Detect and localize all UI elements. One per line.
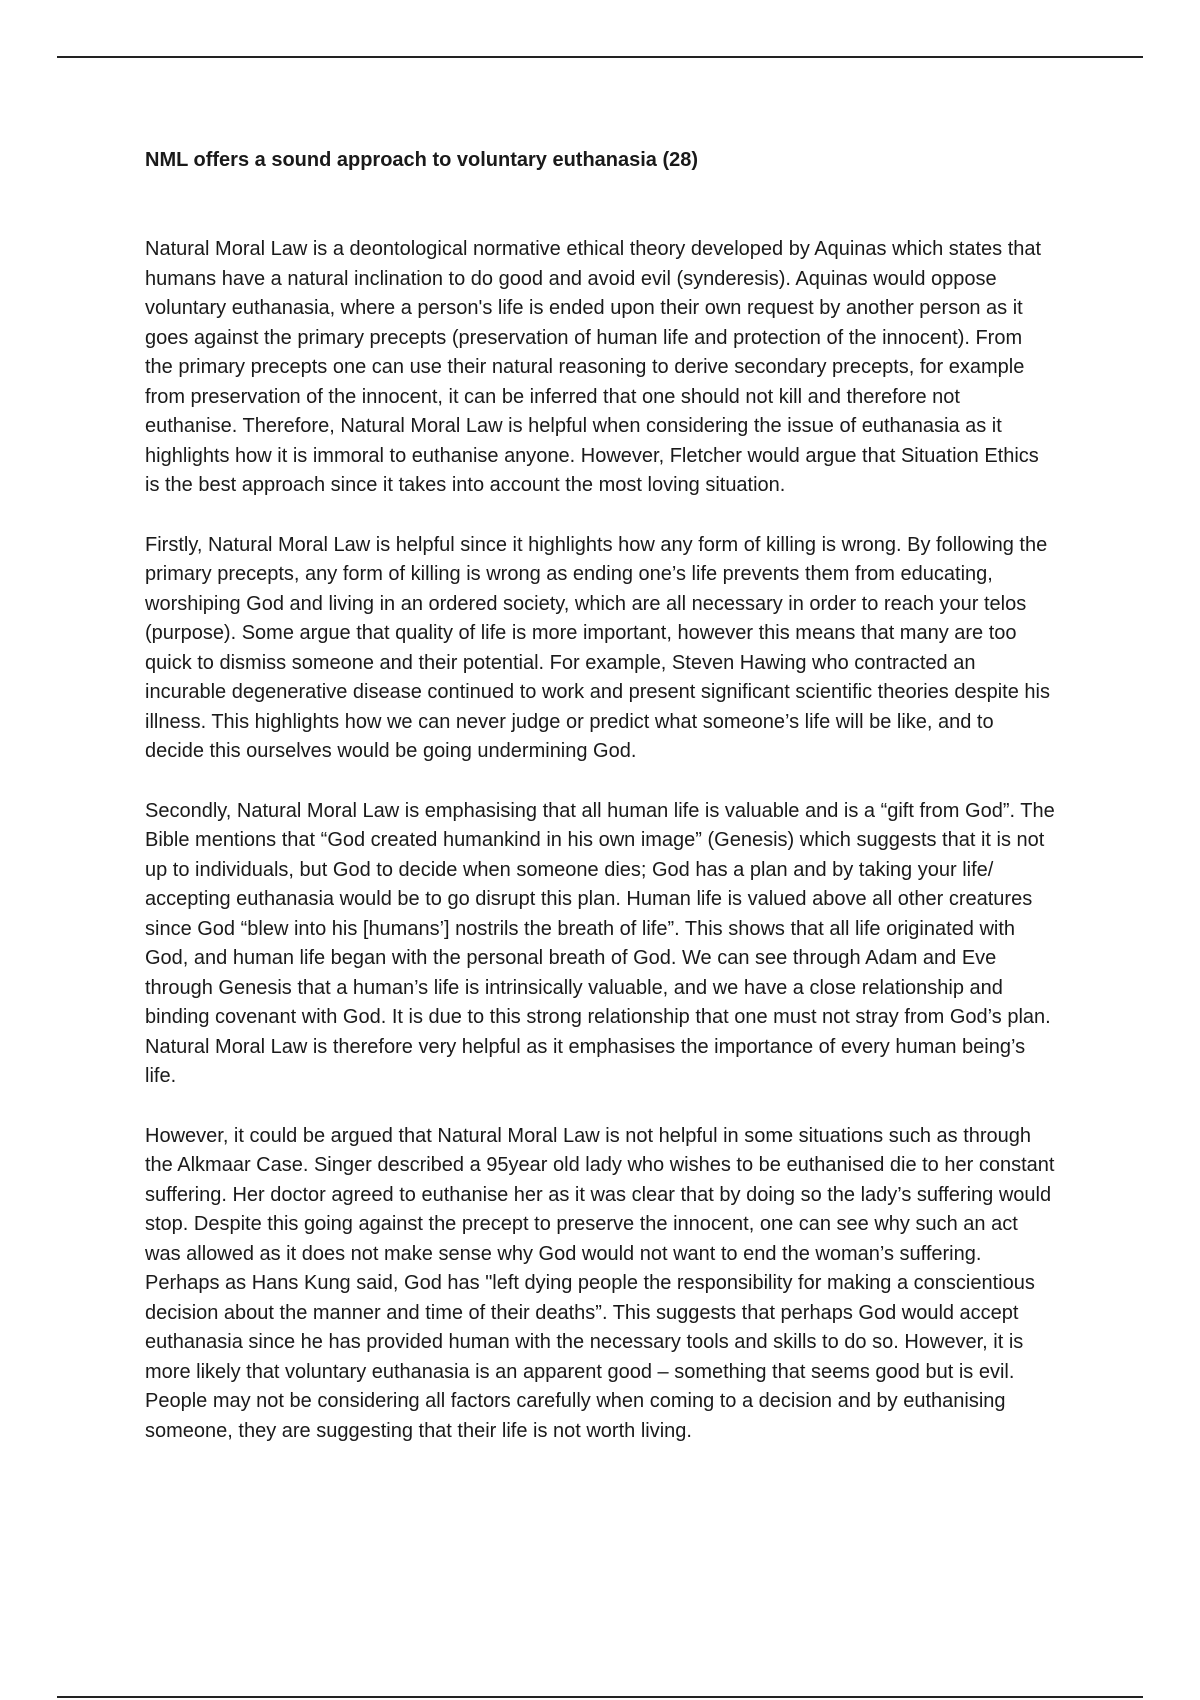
paragraph-second-argument: Secondly, Natural Moral Law is emphasising that all human life is valuable and is a “gift from God”. The Bible mentions that “God created humankind in his own image” (Genesis) which suggests that it is not up to individuals, but God to decide when someone dies; God has a plan and by taking your life/ accepting euthanasia would be to go disrupt this plan. Human life is valued above all other creatures since God “blew into his [humans’] nostrils the breath of life”. This shows that all life originated with God, and human life began with the personal breath of God. We can see through Adam and Eve through Genesis that a human’s life is intrinsically valuable, and we have a close relationship and binding covenant with God. It is due to this strong relationship that one must not stray from God’s plan. Natural Moral Law is therefore very helpful as it emphasises the importance of every human being’s life.: [145, 799, 1055, 1087]
page-bottom-rule: [57, 1696, 1143, 1698]
paragraph-counter-argument: However, it could be argued that Natural Moral Law is not helpful in some situations such as through the Alkmaar Case. Singer described a 95year old lady who wishes to be euthanised die to her constant suffering. Her doctor agreed to euthanise her as it was clear that by doing so the lady’s suffering would stop. Despite this going against the precept to preserve the innocent, one can see why such an act was allowed as it does not make sense why God would not want to end the woman’s suffering. Perhaps as Hans Kung said, God has "left dying people the responsibility for making a conscientious decision about the manner and time of their deaths”. This suggests that perhaps God would accept euthanasia since he has provided human with the necessary tools and skills to do so. However, it is more likely that voluntary euthanasia is an apparent good – something that seems good but is evil. People may not be considering all factors carefully when coming to a decision and by euthanising someone, they are suggesting that their life is not worth living.: [145, 1124, 1055, 1442]
page-top-rule: [57, 56, 1143, 58]
paragraph-first-argument: Firstly, Natural Moral Law is helpful since it highlights how any form of killing is wrong. By following the primary precepts, any form of killing is wrong as ending one’s life prevents them from educating, worshiping God and living in an ordered society, which are all necessary in order to reach your telos (purpose). Some argue that quality of life is more important, however this means that many are too quick to dismiss someone and their potential. For example, Steven Hawing who contracted an incurable degenerative disease continued to work and present significant scientific theories despite his illness. This highlights how we can never judge or predict what someone’s life will be like, and to decide this ourselves would be going undermining God.: [145, 533, 1050, 762]
paragraph-introduction: Natural Moral Law is a deontological normative ethical theory developed by Aquinas which states that humans have a natural inclination to do good and avoid evil (synderesis). Aquinas would oppose voluntary euthanasia, where a person's life is ended upon their own request by another person as it goes against the primary precepts (preservation of human life and protection of the innocent). From the primary precepts one can use their natural reasoning to derive secondary precepts, for example from preservation of the innocent, it can be inferred that one should not kill and therefore not euthanise. Therefore, Natural Moral Law is helpful when considering the issue of euthanasia as it highlights how it is immoral to euthanise anyone. However, Fletcher would argue that Situation Ethics is the best approach since it takes into account the most loving situation.: [145, 238, 1042, 496]
essay-title: NML offers a sound approach to voluntary euthanasia (28): [145, 149, 699, 171]
document-body: [145, 143, 1055, 1476]
